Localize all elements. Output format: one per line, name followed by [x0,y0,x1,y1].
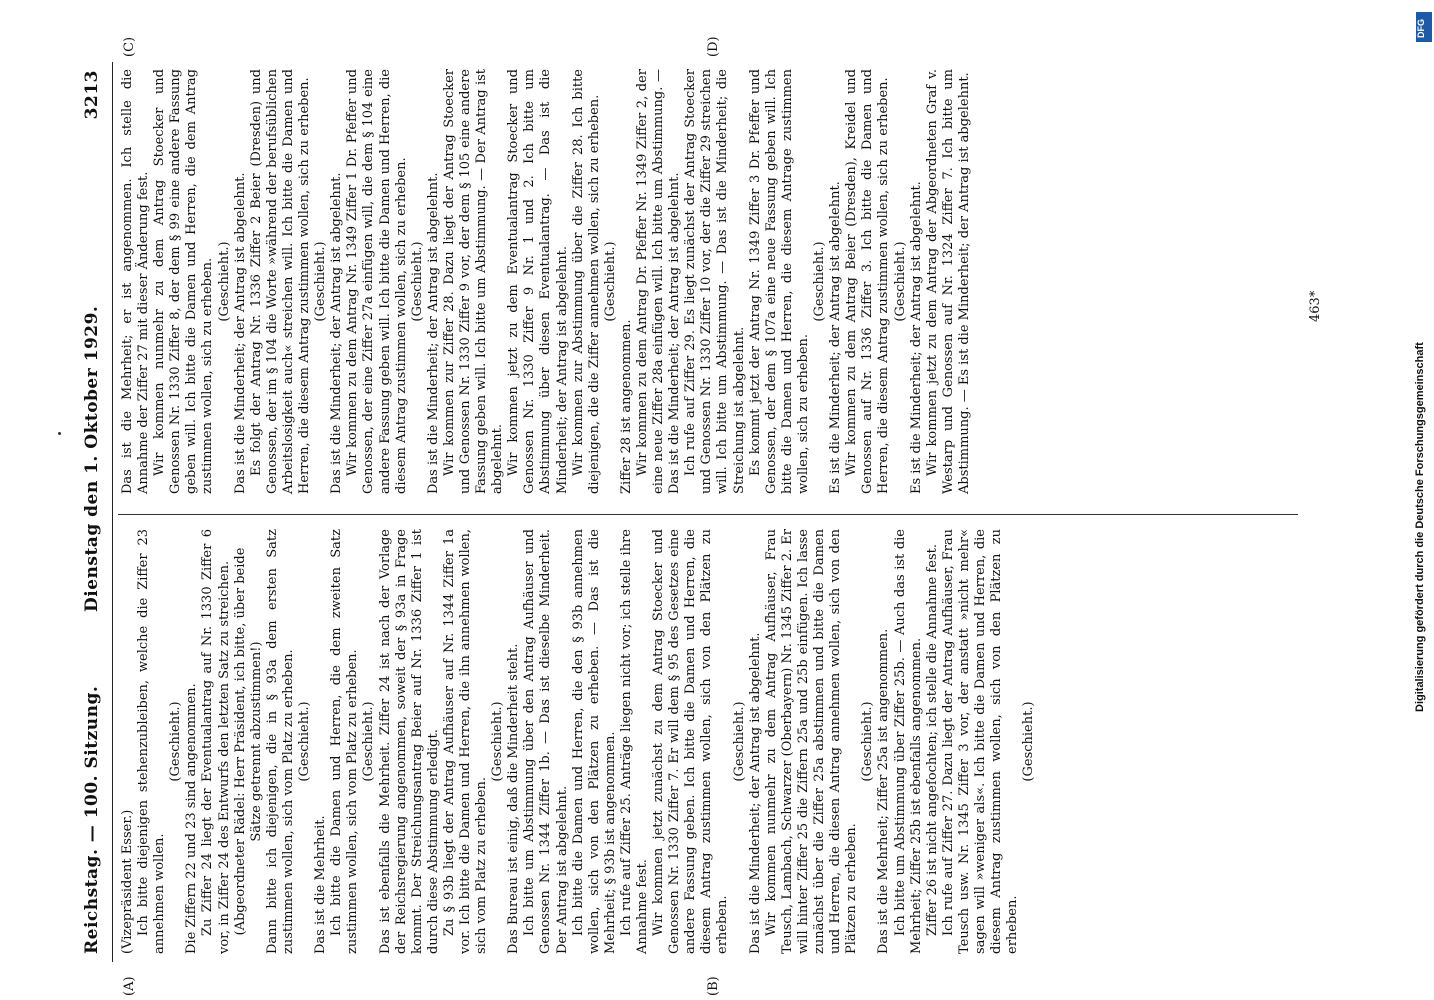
right-paragraph: Das ist die Mehrheit; er ist angenommen. Ich stelle die Annahme der Ziffer 27 mit dieser Änderung fest. [120,69,152,494]
left-paragraph: Ich rufe auf Ziffer 25. Anträge liegen nicht vor; ich stelle ihre Annahme fest. [618,529,650,954]
left-paragraph: (Geschieht.) [1021,701,1037,782]
right-paragraph: Wir kommen zu dem Antrag Nr. 1349 Ziffer 1 Dr. Pfeffer und Genossen, der eine Ziffer 27a einfügen will, die dem § 104 eine andere Fassung geben will. Ich bitte die Damen und Herren, die diesem Antrag zustimmen wollen, sich zu erheben. [345,69,409,494]
right-paragraph: Wir kommen zu dem Antrag Beier (Dresden), Kreidel und Genossen auf Nr. 1336 Ziffer 3. Ich bitte die Damen und Herren, die diesem Antrag zustimmen wollen, sich zu erheben. [844,69,892,494]
header-date: Dienstag den 1. Oktober 1929. [82,305,102,612]
scanned-page [76,36,1326,996]
margin-mark-a: (A) [122,976,137,996]
right-paragraph: Wir kommen zur Ziffer 28. Dazu liegt der Antrag Stoecker und Genossen Nr. 1330 Ziffer 9 vor, der dem § 105 eine andere Fassung geben will. Ich bitte um Abstimmung. — Der Antrag ist abgelehnt. [441,69,506,494]
right-paragraph: (Geschieht.) [812,241,828,322]
left-paragraph: Ich bitte um Abstimmung über Ziffer 25b. — Auch das ist die Mehrheit; Ziffer 25b ist ebenfalls angenommen. [892,529,924,954]
left-paragraph: (Vizepräsident Esser.) [120,809,135,954]
dfg-credit-strip [1414,12,1434,988]
left-paragraph: (Geschieht.) [860,701,876,782]
left-paragraph: Zu § 93b liegt der Antrag Aufhäuser auf Nr. 1344 Ziffer 1a vor. Ich bitte die Damen und Herren, die ihn annehmen wollen, sich vom Platz zu erheben. [441,529,490,954]
page-header [76,62,113,962]
margin-mark-d: (D) [706,36,721,57]
right-paragraph: Es ist die Minderheit; der Antrag ist abgelehnt. [828,181,844,494]
dfg-logo-text: DFG [1416,19,1426,38]
text-column-right [120,69,973,494]
left-paragraph: Die Ziffern 22 und 23 sind angenommen. [184,683,200,954]
left-paragraph: Ziffer 26 ist nicht angefochten; ich stelle die Annahme fest. [924,543,940,936]
left-paragraph: Das ist die Minderheit; der Antrag ist abgelehnt. [747,632,763,954]
right-paragraph: (Geschieht.) [892,241,908,322]
right-paragraph: Ich rufe auf Ziffer 29. Es liegt zunächst der Antrag Stoecker und Genossen Nr. 1330 Ziffer 10 vor, der die Ziffer 29 streichen will. Ich bitte um Abstimmung. — Das ist die Minderheit; die Streichung ist abgelehnt. [683,69,747,494]
right-paragraph: Wir kommen nunmehr zu dem Antrag Stoecker und Genossen Nr. 1330 Ziffer 8, der dem § 99 eine andere Fassung geben will. Ich bitte die Damen und Herren, die dem Antrag zustimmen wollen, sich zu erheben. [152,69,216,494]
left-paragraph: Ich bitte die Damen und Herren, die dem zweiten Satz zustimmen wollen, sich vom Platz zu erheben. [329,529,361,954]
right-paragraph: Wir kommen jetzt zu dem Eventualantrag Stoecker und Genossen Nr. 1330 Ziffer 9 Nr. 1 und 2. Ich bitte um Abstimmung über diesen Eventualantrag. — Das ist die Minderheit; der Antrag ist abgelehnt. [506,69,570,494]
dfg-credit-text: Digitalisierung gefördert durch die Deutsche Forschungsgemeinschaft [1414,342,1426,712]
left-paragraph: Das Bureau ist einig, daß die Minderheit steht. [506,643,522,954]
right-paragraph: (Geschieht.) [602,241,618,322]
left-paragraph: (Geschieht.) [297,701,313,782]
right-paragraph: Das ist die Minderheit; der Antrag ist abgelehnt. [425,172,441,494]
left-paragraph: (Geschieht.) [731,701,747,782]
left-paragraph: Zu Ziffer 24 liegt der Eventualantrag auf Nr. 1330 Ziffer 6 vor, in Ziffer 24 des Entwurfs den letzten Satz zu streichen. [200,529,232,954]
right-paragraph: Das ist die Minderheit; der Antrag ist abgelehnt. [232,172,248,494]
left-paragraph: (Geschieht.) [490,701,506,782]
left-paragraph: Dann bitte ich diejenigen, die in § 93a dem ersten Satz zustimmen wollen, sich vom Platz zu erheben. [264,529,296,954]
right-paragraph: (Geschieht.) [216,241,232,322]
left-paragraph: Ich bitte die Damen und Herren, die den § 93b annehmen wollen, sich von den Plätzen zu erheben. — Das ist die Mehrheit; § 93b ist angenommen. [570,529,618,954]
left-paragraph: Ich rufe auf Ziffer 27. Dazu liegt der Antrag Aufhäuser, Frau Teusch usw. Nr. 1345 Ziffer 3 vor, der anstatt »nicht mehr« sagen will »weniger als«. Ich bitte die Damen und Herren, die diesem Antrag zustimmen wollen, sich von den Plätzen zu erheben. [940,529,1021,954]
right-paragraph: Es folgt der Antrag Nr. 1336 Ziffer 2 Beier (Dresden) und Genossen, der im § 104 die Worte »während der berufsüblichen Arbeitslosigkeit auch« streichen will. Ich bitte die Damen und Herren, die diesem Antrag zustimmen wollen, sich zu erheben. [248,69,313,494]
left-paragraph: Ich bitte diejenigen stehenzubleiben, welche die Ziffer 23 annehmen wollen. [136,529,168,954]
left-paragraph: Das ist ebenfalls die Mehrheit. Ziffer 24 ist nach der Vorlage der Reichsregierung angenommen, soweit der § 93a in Frage kommt. Der Streichungsantrag Beier auf Nr. 1336 Ziffer 1 ist durch diese Abstimmung erledigt. [377,529,441,954]
margin-mark-b: (B) [706,976,721,996]
right-paragraph: Es kommt jetzt der Antrag Nr. 1349 Ziffer 3 Dr. Pfeffer und Genossen, der dem § 107a eine neue Fassung geben will. Ich bitte die Damen und Herren, die diesem Antrage zustimmen wollen, sich zu erheben. [747,69,811,494]
header-session: Reichstag. — 100. Sitzung. [82,685,102,954]
page-number: 3213 [82,70,102,120]
left-paragraph: (Geschieht.) [361,701,377,782]
text-column-left [120,529,1037,954]
left-paragraph: Wir kommen nunmehr zu dem Antrag Aufhäuser, Frau Teusch, Lambach, Schwarzer (Oberbayern) Nr. 1345 Ziffer 2. Er will hinter Ziffer 25 die Ziffern 25a und 25b einfügen. Ich lasse zunächst über die Ziffer 25a abstimmen und bitte die Damen und Herren, die diesen Antrag annehmen wollen, sich von den Plätzen zu erheben. [763,529,860,954]
right-paragraph: Ziffer 28 ist angenommen. [618,319,634,494]
right-paragraph: Wir kommen zu dem Antrag Dr. Pfeffer Nr. 1349 Ziffer 2, der eine neue Ziffer 28a einfügen will. Ich bitte um Abstimmung. — Das ist die Minderheit; der Antrag ist abgelehnt. [635,69,683,494]
left-paragraph: Ich bitte um Abstimmung über den Antrag Aufhäuser und Genossen Nr. 1344 Ziffer 1b. — Das ist dieselbe Minderheit. Der Antrag ist abgelehnt. [522,529,570,954]
right-paragraph: Es ist die Minderheit; der Antrag ist abgelehnt. [908,181,924,494]
signature-mark: 463* [1308,290,1323,322]
left-paragraph: Wir kommen jetzt zunächst zu dem Antrag Stoecker und Genossen Nr. 1330 Ziffer 7. Er will dem § 95 des Gesetzes eine andere Fassung geben. Ich bitte die Damen und Herren, die diesem Antrag zustimmen wollen, sich von den Plätzen zu erheben. [651,529,731,954]
margin-mark-c: (C) [122,36,137,57]
right-paragraph: (Geschieht.) [313,241,329,322]
right-paragraph: Das ist die Minderheit; der Antrag ist abgelehnt. [329,172,345,494]
right-paragraph: Wir kommen zur Abstimmung über die Ziffer 28. Ich bitte diejenigen, die die Ziffer annehmen wollen, sich zu erheben. [570,69,602,494]
right-paragraph: Wir kommen jetzt zu dem Antrag der Abgeordneten Graf v. Westarp und Genossen auf Nr. 1324 Ziffer 7. Ich bitte um Abstimmung. — Es ist die Minderheit; der Antrag ist abgelehnt. [924,69,972,494]
left-paragraph: Das ist die Mehrheit. [313,815,329,954]
left-paragraph: Das ist die Mehrheit; Ziffer 25a ist angenommen. [876,628,892,954]
right-paragraph: (Geschieht.) [409,241,425,322]
column-divider [118,514,1298,515]
left-paragraph: (Abgeordneter Rädel: Herr Präsident, ich bitte, über beide Sätze getrennt abzustimmen!) [232,547,264,936]
ink-speck [58,432,61,435]
left-paragraph: (Geschieht.) [168,701,184,782]
